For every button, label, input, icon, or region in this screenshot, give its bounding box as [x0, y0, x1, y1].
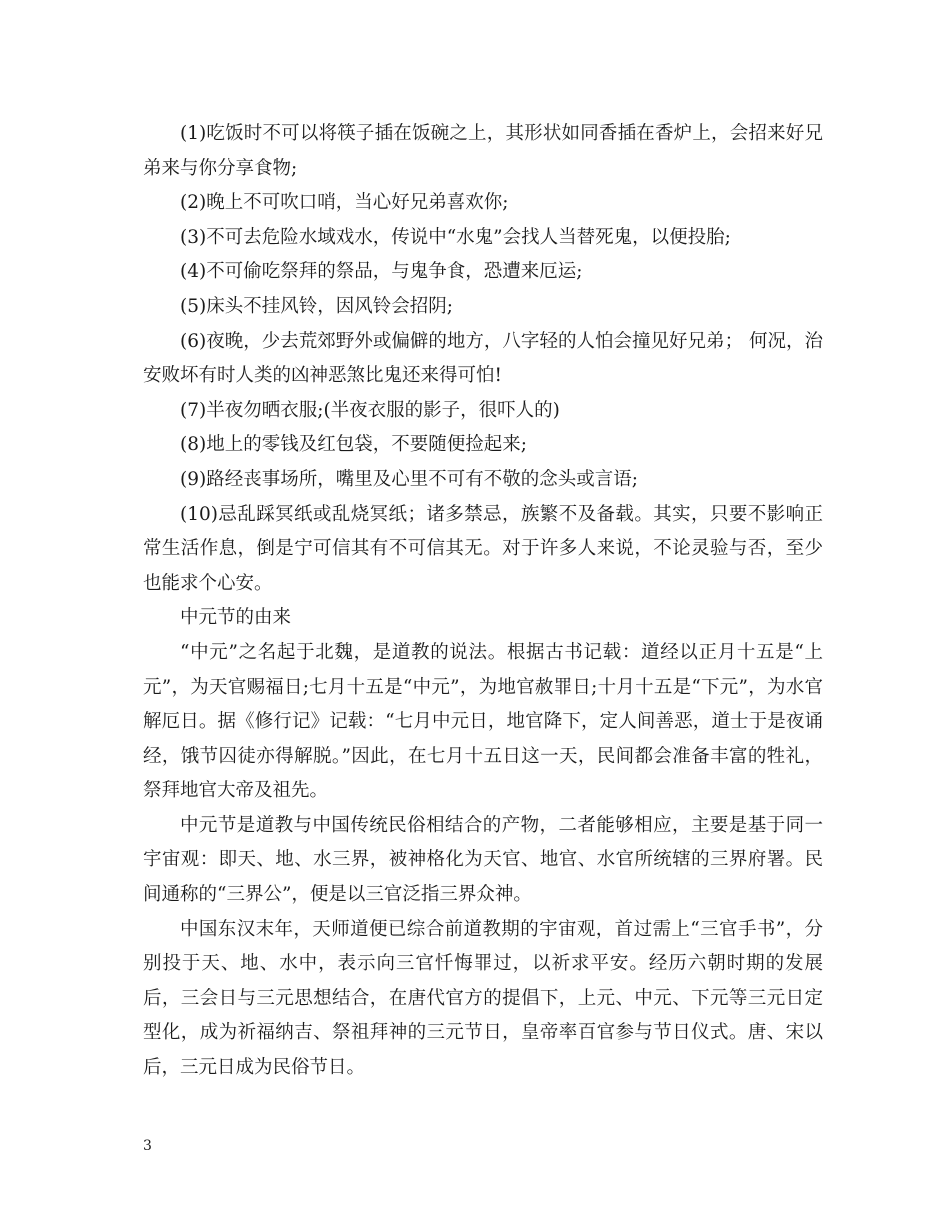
- paragraph-taboo-6: (6)夜晚，少去荒郊野外或偏僻的地方，八字轻的人怕会撞见好兄弟； 何况，治安败坏有时人类的凶神恶煞比鬼还来得可怕!: [143, 330, 823, 387]
- paragraph-taboo-2: (2)晚上不可吹口哨，当心好兄弟喜欢你;: [180, 192, 509, 214]
- paragraph-cosmology: 中元节是道教与中国传统民俗相结合的产物，二者能够相应，主要是基于同一宇宙观：即天、地、水三界，被神格化为天官、地官、水官所统辖的三界府署。民间通称的“三界公”，便是以三官泛指三界众神。: [143, 814, 823, 906]
- document-body: [143, 117, 823, 1086]
- page-number: 3: [143, 1138, 152, 1154]
- paragraph-origin: “中元”之名起于北魏，是道教的说法。根据古书记载：道经以正月十五是“上元”，为天官赐福日;七月十五是“中元”，为地官赦罪日;十月十五是“下元”，为水官解厄日。据《修行记》记载：“七月中元日，地官降下，定人间善恶，道士于是夜诵经，饿节囚徒亦得解脱。”因此，在七月十五日这一天，民间都会准备丰富的牲礼，祭拜地官大帝及祖先。: [143, 641, 823, 802]
- paragraph-taboo-5: (5)床头不挂风铃，因风铃会招阴;: [180, 295, 453, 317]
- paragraph-taboo-4: (4)不可偷吃祭拜的祭品，与鬼争食，恐遭来厄运;: [180, 261, 583, 283]
- paragraph-taboo-3: (3)不可去危险水域戏水，传说中“水鬼”会找人当替死鬼，以便投胎;: [180, 226, 731, 248]
- paragraph-history: 中国东汉末年，天师道便已综合前道教期的宇宙观，首过需上“三官手书”，分别投于天、地、水中，表示向三官忏悔罪过，以祈求平安。经历六朝时期的发展后，三会日与三元思想结合，在唐代官方的提倡下，上元、中元、下元等三元日定型化，成为祈福纳吉、祭祖拜神的三元节日，皇帝率百官参与节日仪式。唐、宋以后，三元日成为民俗节日。: [143, 918, 823, 1079]
- paragraph-taboo-8: (8)地上的零钱及红包袋，不要随便捡起来;: [180, 434, 527, 456]
- section-heading: 中元节的由来: [180, 607, 292, 629]
- paragraph-taboo-1: (1)吃饭时不可以将筷子插在饭碗之上，其形状如同香插在香炉上，会招来好兄弟来与你分享食物;: [143, 123, 823, 179]
- paragraph-taboo-7: (7)半夜勿晒衣服;(半夜衣服的影子，很吓人的): [180, 399, 560, 421]
- paragraph-taboo-9: (9)路经丧事场所，嘴里及心里不可有不敬的念头或言语;: [180, 468, 638, 490]
- paragraph-taboo-10: (10)忌乱踩冥纸或乱烧冥纸；诸多禁忌，族繁不及备载。其实，只要不影响正常生活作息，倒是宁可信其有不可信其无。对于许多人来说，不论灵验与否，至少也能求个心安。: [143, 503, 823, 594]
